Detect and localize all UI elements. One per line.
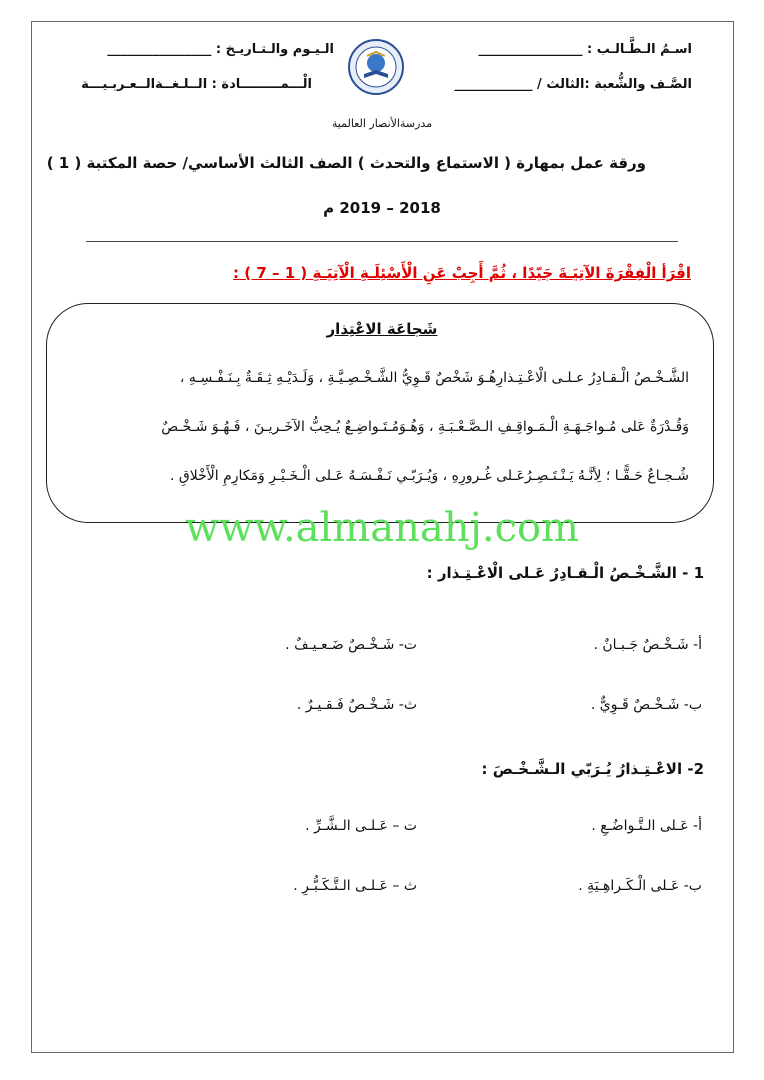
school-logo-icon (347, 38, 405, 96)
instruction-text: اقْرَأ الْفِقْرَةَ الآتِيَـةَ جَيّدًا ، ثُمَّ أَجِبْ عَنِ الْأَسْئِلَـةِ الْآتِيَـةِ ( 1 – 7 ) : (233, 264, 691, 282)
class-section-field[interactable]: الصَّـف والشُّعبة :الثالث / ____________ (454, 77, 692, 92)
answer-option[interactable]: ت- شَـخْـصٌ ضَـعـيـفٌ . (285, 637, 417, 653)
school-logo (347, 38, 405, 96)
passage-line: الشَّـخْـصُ الْـقـادِرُ عـلـى الْاعْـتِـذارِهُـوَ شَخْصٌ قَـوِيُّ الشَّـخْـصِـيَّـةِ ، وَلَـدَيْـهِ ثِـقَـةٌ بِـنَـفْـسِـهِ ، (179, 370, 689, 386)
answer-option[interactable]: ث- شَـخْـصٌ فَـقـيـرٌ . (296, 697, 417, 713)
question-1: 1 - الشَّـخْـصُ الْـقـادِرُ عَـلى الْاعْـتِـذار : (426, 564, 704, 582)
academic-year: 2018 – 2019 م (323, 199, 441, 217)
school-name: مدرسةالأنصار العالمية (331, 117, 433, 130)
answer-option[interactable]: ب- شَـخْـصٌ قَـوِيٌّ . (590, 697, 702, 713)
answer-option[interactable]: ث – عَـلـى الـتَّـكَـبُّـرِ . (293, 878, 417, 894)
answer-option[interactable]: ت – عَـلـى الـشَّـرِّ . (305, 818, 417, 834)
answer-option[interactable]: أ- شَـخْـصٌ جَـبـانٌ . (593, 637, 702, 653)
passage-line: شُـجـاعٌ حَـقًّـا ؛ لِأنَّـهُ يَـنْـتَـصِـرُعَـلى غُـرورِهِ ، وَيُـرَبّـي نَـفْـسَـهُ عَـلى الْـخَـيْـرِ وَمَكارِمِ الْأَخْلاقِ . (170, 468, 689, 484)
passage-line: وَقُـدْرَةٌ عَلى مُـواجَـهَـةِ الْـمَـواقِـفِ الـصَّـعْـبَـةِ ، وَهُـوَمُـتَـواضِـعٌ يُـحِبُّ الآخَـريـنَ ، فَـهُـوَ شَـخْـصٌ (161, 419, 689, 435)
separator-line (86, 241, 678, 242)
subject-label: الْـــمـــــــــادة : الــلـغــةالــعـربـيـــة (81, 77, 312, 92)
worksheet-title: ورقة عمل بمهارة ( الاستماع والتحدث ) الصف الثالث الأساسي/ حصة المكتبة ( 1 ) (46, 154, 646, 172)
passage-title: شَجاعَة الاعْتِذار (326, 320, 438, 338)
watermark-text: www.almanahj.com (184, 505, 579, 551)
answer-option[interactable]: ب- عَـلى الْـكَـراهِـيَةِ . (578, 878, 702, 894)
student-name-field[interactable]: اسـمُ الـطَّـالـب : ________________ (478, 42, 692, 57)
question-2: 2- الاعْـتِـذارُ يُـرَبّي الـشَّـخْـصَ : (481, 760, 704, 778)
answer-option[interactable]: أ- عَـلى الـتَّـواضُـعِ . (591, 818, 702, 834)
day-date-field[interactable]: الـيـوم والـتـاريـخ : ________________ (107, 42, 334, 57)
